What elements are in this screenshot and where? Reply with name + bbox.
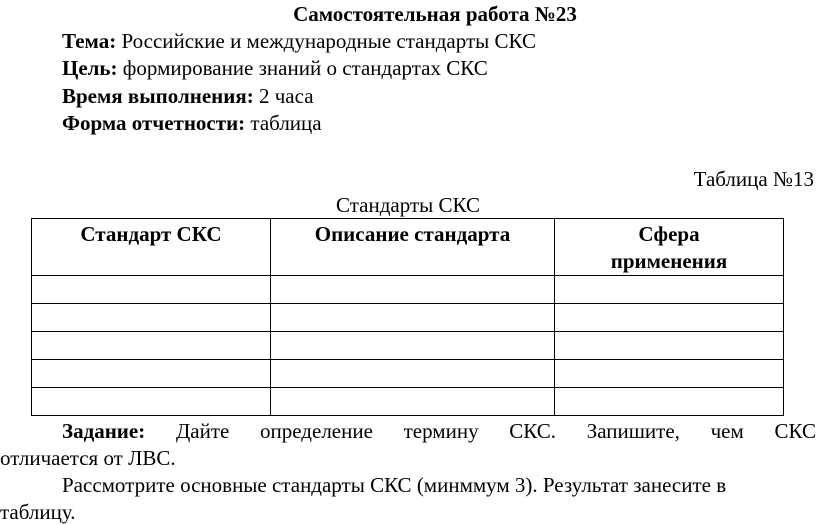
task-paragraph-line-2: отличается от ЛВС. [0, 446, 176, 470]
table-row [32, 332, 784, 360]
table-cell[interactable] [555, 276, 784, 304]
table-cell[interactable] [271, 332, 555, 360]
meta-report-form-label: Форма отчетности: [62, 111, 246, 135]
meta-report-form [62, 111, 322, 136]
table-caption: Стандарты СКС [336, 193, 480, 217]
meta-topic-value: Российские и международные стандарты СКС [116, 29, 536, 53]
table-cell[interactable] [271, 276, 555, 304]
table-cell[interactable] [32, 360, 271, 388]
table-cell[interactable] [555, 332, 784, 360]
table-cell[interactable] [555, 388, 784, 416]
table-row [32, 304, 784, 332]
meta-report-form-value: таблица [245, 111, 322, 135]
task-text-1: Дайте определение термину СКС. Запишите, чем СКС [145, 419, 816, 443]
meta-topic [62, 29, 536, 54]
table-row [32, 388, 784, 416]
meta-goal-label: Цель: [62, 56, 118, 80]
table-header-scope: Сфера применения [555, 219, 784, 276]
task-paragraph-line-1 [0, 419, 816, 444]
table-cell[interactable] [555, 304, 784, 332]
task-paragraph-line-3: Рассмотрите основные стандарты СКС (минммум 3). Результат занесите в [62, 473, 727, 497]
table-row [32, 276, 784, 304]
table-header-row [32, 219, 784, 276]
meta-topic-label: Тема: [62, 29, 117, 53]
meta-duration [62, 84, 314, 109]
table-header-standard: Стандарт СКС [32, 219, 271, 276]
table-number: Таблица №13 [693, 167, 814, 191]
standards-table [31, 218, 784, 416]
table-cell[interactable] [32, 332, 271, 360]
table-cell[interactable] [271, 304, 555, 332]
task-label: Задание: [62, 419, 146, 443]
table-cell[interactable] [32, 276, 271, 304]
table-cell[interactable] [32, 304, 271, 332]
meta-duration-label: Время выполнения: [62, 84, 254, 108]
meta-goal-value: формирование знаний о стандартах СКС [117, 56, 488, 80]
table-cell[interactable] [32, 388, 271, 416]
task-paragraph-line-4: таблицу. [0, 500, 76, 524]
table-row [32, 360, 784, 388]
table-cell[interactable] [555, 360, 784, 388]
meta-goal [62, 56, 488, 81]
table-cell[interactable] [271, 388, 555, 416]
meta-duration-value: 2 часа [253, 84, 314, 108]
table-header-description: Описание стандарта [271, 219, 555, 276]
table-cell[interactable] [271, 360, 555, 388]
document-title: Самостоятельная работа №23 [293, 2, 577, 26]
